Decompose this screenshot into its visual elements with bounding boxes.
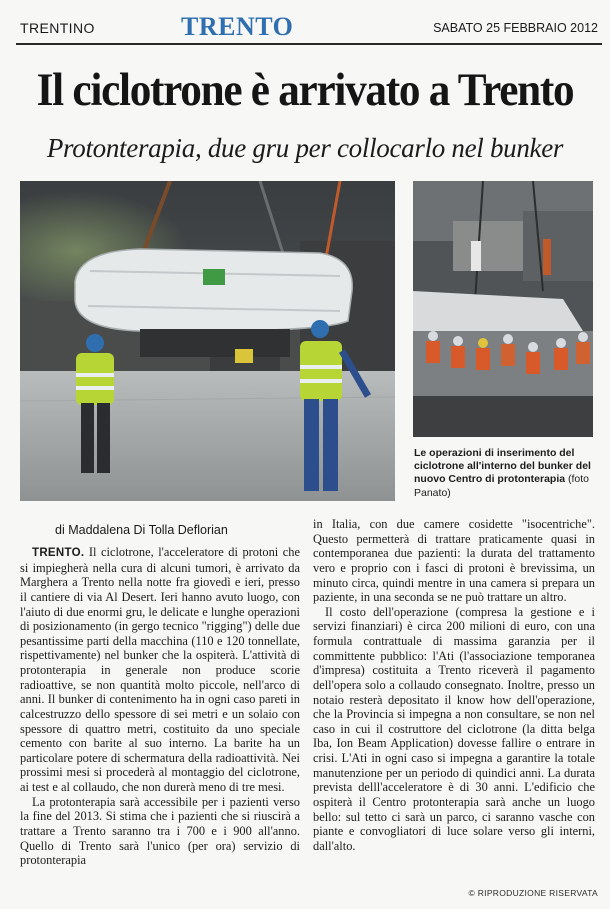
section-title: TRENTO [181, 12, 294, 41]
subheadline: Protonterapia, due gru per collocarlo nel bunker [46, 133, 564, 163]
headline: Il ciclotrone è arrivato a Trento [36, 64, 574, 116]
bunker-workers-photo-icon [413, 181, 593, 437]
issue-date: SABATO 25 FEBBRAIO 2012 [433, 21, 598, 35]
header-rule [16, 43, 602, 45]
article-column-left [20, 545, 300, 868]
caption-text: Le operazioni di inserimento del ciclotrone all'interno del bunker del nuovo Centro di protonterapia [414, 447, 591, 486]
page-header [16, 14, 600, 44]
crane-cyclotron-photo-icon [20, 181, 395, 501]
article-paragraph: La protonterapia sarà accessibile per i pazienti verso la fine del 2013. Si stima che i pazienti che si riuscirà a trattare a Trento saranno tra i 700 e i 900 all'anno. Quello di Trento sarà l'unico (per ora) servizio di protonterapia [20, 794, 300, 868]
photo-caption [414, 447, 596, 500]
article-paragraph: TRENTO. Il ciclotrone, l'acceleratore di protoni che si impiegherà nella cura di alcuni tumori, è arrivato da Marghera a Trento nella notte fra giovedì e ieri, presso il cantiere di via Al Desert. Ieri hanno avuto luogo, con l'aiuto di due enormi gru, le delicate e lunghe operazioni di posizionamento (in gergo tecnico "rigging") delle due pesantissime parti della macchina (110 e 120 tonnellate, rispettivamente) nel bunker che la ospiterà. L'attività di protonterapia in generale non produce scorie radioattive, se non quantità molto piccole, nell'arco di anni. Il bunker di contenimento ha in ogni caso pareti in calcestruzzo dello spessore di sei metri e un solaio con spessore di quattro metri, costituito da uno speciale cemento con barite al suo interno. La barite ha un particolare potere di schermatura della radioattività. Nei prossimi mesi si procederà al montaggio del ciclotrone, ai test e al collaudo, che non durerà meno di tre mesi. [20, 545, 300, 794]
dateline: TRENTO. [32, 547, 85, 559]
article-column-right [313, 517, 595, 853]
main-photo [20, 181, 395, 501]
side-photo [413, 181, 593, 437]
photo-credit: (foto Panato) [414, 473, 590, 499]
article-paragraph: Il costo dell'operazione (compresa la gestione e i servizi finanziari) è circa 200 milioni di euro, con una formula contrattuale di massima garanzia per il committente pubblico: l'Ati (l'associazione temporanea d'impresa) costituita a Trento riceverà il pagamento dell'opera solo a collaudo consegnato. Inoltre, presso un notaio resterà depositato il know how dell'operazione, che la Provincia si impegna a non consultare, se non nel caso in cui il costruttore del ciclotrone (la ditta belga Iba, Ion Beam Application) dovesse fallire o entrare in crisi. L'Ati in ogni caso si impegna a garantire la totale manutenzione per un periodo di quindici anni. La durata prevista delll'acceleratore è di 30 anni. L'edificio che ospiterà il Centro protonterapia sarà anche un luogo bello: sul tetto ci sarà un parco, ci saranno vasche con piante e convogliatori di luce solare verso gli interni, dall'alto. [313, 604, 595, 853]
section-label: TRENTINO [20, 20, 95, 36]
copyright-notice: © RIPRODUZIONE RISERVATA [468, 888, 598, 898]
byline: di Maddalena Di Tolla Deflorian [55, 523, 228, 537]
article-paragraph: in Italia, con due camere cosidette "isocentriche". Questo permetterà di trattare praticamente quasi in contemporanea due pazienti: la durata del trattamento vero e proprio con i fasci di protoni è brevissima, un minuto circa, quindi mentre in una camera si prepara un paziente, in una seconda se ne può trattare un altro. [313, 517, 595, 605]
